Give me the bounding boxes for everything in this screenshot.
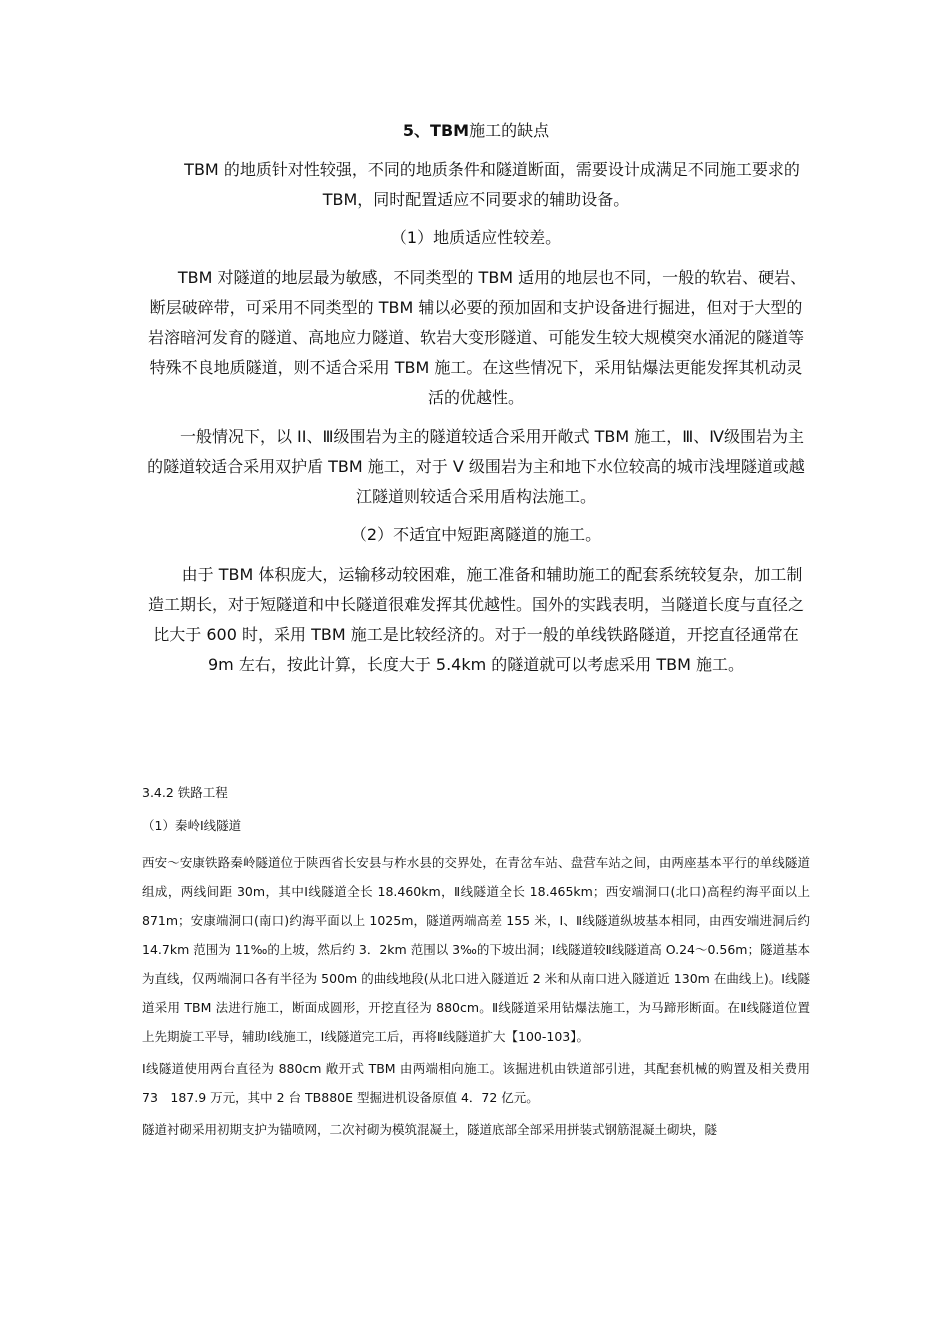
- subheading-short-tunnels: （2）不适宜中短距离隧道的施工。: [350, 525, 602, 544]
- rock-class-paragraph: 一般情况下，以 II、Ⅲ级围岩为主的隧道较适合采用开敞式 TBM 施工，Ⅲ、Ⅳ级围岩为主的隧道较适合采用双护盾 TBM 施工，对于 V 级围岩为主和地下水位较高的城市浅埋隧道或越江隧道则较适合采用盾构法施工。: [147, 427, 805, 506]
- heading-text: 施工的缺点: [469, 121, 550, 140]
- short-tunnels-paragraph: 由于 TBM 体积庞大，运输移动较困难，施工准备和辅助施工的配套系统较复杂，加工制造工期长，对于短隧道和中长隧道很难发挥其优越性。国外的实践表明，当隧道长度与直径之比大于 600 时，采用 TBM 施工是比较经济的。对于一般的单线铁路隧道，开挖直径通常在 9m 左右，按此计算，长度大于 5.4km 的隧道就可以考虑采用 TBM 施工。: [147, 565, 804, 674]
- railway-engineering-section: [142, 782, 823, 1147]
- geology-paragraph: TBM 对隧道的地层最为敏感，不同类型的 TBM 适用的地层也不同，一般的软岩、硬岩、断层破碎带，可采用不同类型的 TBM 辅以必要的预加固和支护设备进行掘进，但对于大型的岩溶暗河发育的隧道、高地应力隧道、软岩大变形隧道、可能发生较大规模突水涌泥的隧道等特殊不良地质隧道，则不适合采用 TBM 施工。在这些情况下，采用钻爆法更能发挥其机动灵活的优越性。: [147, 268, 807, 407]
- qinling-paragraph: 西安～安康铁路秦岭隧道位于陕西省长安县与柞水县的交界处，在青岔车站、盘营车站之间，由两座基本平行的单线隧道组成，两线间距 30m，其中Ⅰ线隧道全长 18.460km，Ⅱ线隧道全长 18.465km；西安端洞口(北口)高程约海平面以上 871m；安康端洞口(南口)约海平面以上 1025m，隧道两端高差 155 米，Ⅰ、Ⅱ线隧道纵坡基本相同，由西安端进洞后约 14.7km 范围为 11‰的上坡，然后约 3．2km 范围以 3‰的下坡出洞；Ⅰ线隧道较Ⅱ线隧道高 O.24～0.56m；隧道基本为直线，仅两端洞口各有半径为 500m 的曲线地段(从北口进入隧道近 2 米和从南口进入隧道近 130m 在曲线上)。Ⅰ线隧道采用 TBM 法进行施工，断面成圆形，开挖直径为 880cm。Ⅱ线隧道采用钻爆法施工，为马蹄形断面。在Ⅱ线隧道位置上先期旋工平导，辅助Ⅰ线施工，Ⅰ线隧道完工后，再将Ⅱ线隧道扩大【100-103】。: [142, 855, 823, 1044]
- lining-paragraph: 隧道衬砌采用初期支护为锚喷网，二次衬砌为模筑混凝土，隧道底部全部采用拼装式钢筋混凝土砌块，隧: [142, 1122, 718, 1137]
- section-heading: [142, 118, 810, 144]
- intro-paragraph: TBM 的地质针对性较强，不同的地质条件和隧道断面，需要设计成满足不同施工要求的 TBM，同时配置适应不同要求的辅助设备。: [184, 160, 800, 209]
- tbm-equipment-paragraph: Ⅰ线隧道使用两台直径为 880cm 敞开式 TBM 由两端相向施工。该掘进机由铁道部引进，其配套机械的购置及相关费用 73 187.9 万元，其中 2 台 TB880E 型掘进机设备原值 4．72 亿元。: [142, 1061, 810, 1105]
- tbm-disadvantages-section: [142, 118, 810, 689]
- section-title: 3.4.2 铁路工程: [142, 785, 228, 800]
- subheading-geology: （1）地质适应性较差。: [390, 228, 562, 247]
- heading-number: 5、TBM: [402, 121, 470, 140]
- subheading-qinling: （1）秦岭Ⅰ线隧道: [142, 818, 242, 833]
